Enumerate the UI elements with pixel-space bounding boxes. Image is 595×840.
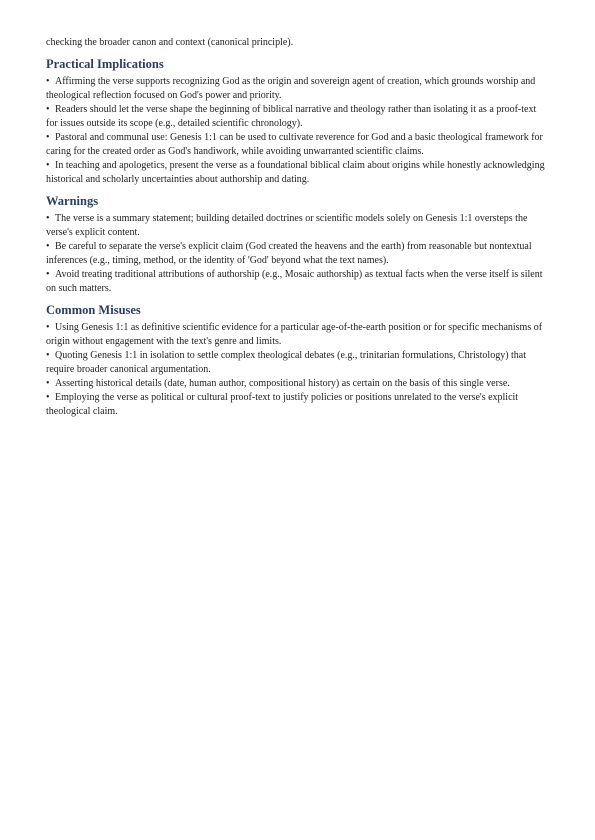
list-item	[46, 131, 545, 159]
section-practical-implications	[46, 56, 545, 187]
bullet-icon: •	[46, 213, 50, 224]
bullet-icon: •	[46, 76, 50, 87]
list-item	[46, 268, 545, 296]
list-item-text: Quoting Genesis 1:1 in isolation to settle complex theological debates (e.g., trinitarian formulations, Christology) that require broader canonical argumentation.	[46, 350, 527, 375]
list-item	[46, 391, 545, 419]
section-heading: Practical Implications	[46, 57, 164, 71]
list-item-text: Avoid treating traditional attributions of authorship (e.g., Mosaic authorship) as textual facts when the verse itself is silent on such matters.	[46, 269, 543, 294]
section-heading: Common Misuses	[46, 303, 141, 317]
list-item	[46, 103, 545, 131]
list-item-text: Affirming the verse supports recognizing God as the origin and sovereign agent of creation, which grounds worship and theological reflection focused on God's power and priority.	[46, 76, 536, 101]
bullet-icon: •	[46, 132, 50, 143]
bullet-icon: •	[46, 104, 50, 115]
bullet-list	[46, 212, 545, 296]
list-item	[46, 212, 545, 240]
list-item	[46, 75, 545, 103]
list-item-text: Asserting historical details (date, human author, compositional history) as certain on the basis of this single verse.	[55, 378, 510, 389]
bullet-icon: •	[46, 378, 50, 389]
list-item	[46, 349, 545, 377]
bullet-icon: •	[46, 160, 50, 171]
list-item-text: In teaching and apologetics, present the verse as a foundational biblical claim about origins while honestly acknowledging historical and scholarly uncertainties about authorship and dating.	[46, 160, 545, 185]
bullet-icon: •	[46, 392, 50, 403]
bullet-list	[46, 321, 545, 419]
list-item	[46, 377, 545, 391]
list-item	[46, 159, 545, 187]
bullet-list	[46, 75, 545, 187]
bullet-icon: •	[46, 241, 50, 252]
bullet-icon: •	[46, 350, 50, 361]
section-common-misuses	[46, 302, 545, 419]
list-item	[46, 240, 545, 268]
list-item	[46, 321, 545, 349]
section-warnings	[46, 193, 545, 296]
list-item-text: The verse is a summary statement; building detailed doctrines or scientific models solely on Genesis 1:1 oversteps the verse's explicit content.	[46, 213, 528, 238]
bullet-icon: •	[46, 322, 50, 333]
section-heading: Warnings	[46, 194, 99, 208]
bullet-icon: •	[46, 269, 50, 280]
list-item-text: Be careful to separate the verse's explicit claim (God created the heavens and the earth) from reasonable but nontextual inferences (e.g., timing, method, or the identity of 'God' beyond what the text names).	[46, 241, 532, 266]
intro-paragraph: checking the broader canon and context (canonical principle).	[46, 37, 294, 48]
list-item-text: Readers should let the verse shape the beginning of biblical narrative and theology rather than isolating it as a proof-text for issues outside its scope (e.g., detailed scientific chronology).	[46, 104, 537, 129]
list-item-text: Employing the verse as political or cultural proof-text to justify policies or positions unrelated to the verse's explicit theological claim.	[46, 392, 519, 417]
list-item-text: Using Genesis 1:1 as definitive scientific evidence for a particular age-of-the-earth position or for specific mechanisms of origin without engagement with the text's genre and limits.	[46, 322, 543, 347]
list-item-text: Pastoral and communal use: Genesis 1:1 can be used to cultivate reverence for God and a basic theological framework for caring for the created order as God's handiwork, while avoiding unwarranted scientific claims.	[46, 132, 543, 157]
